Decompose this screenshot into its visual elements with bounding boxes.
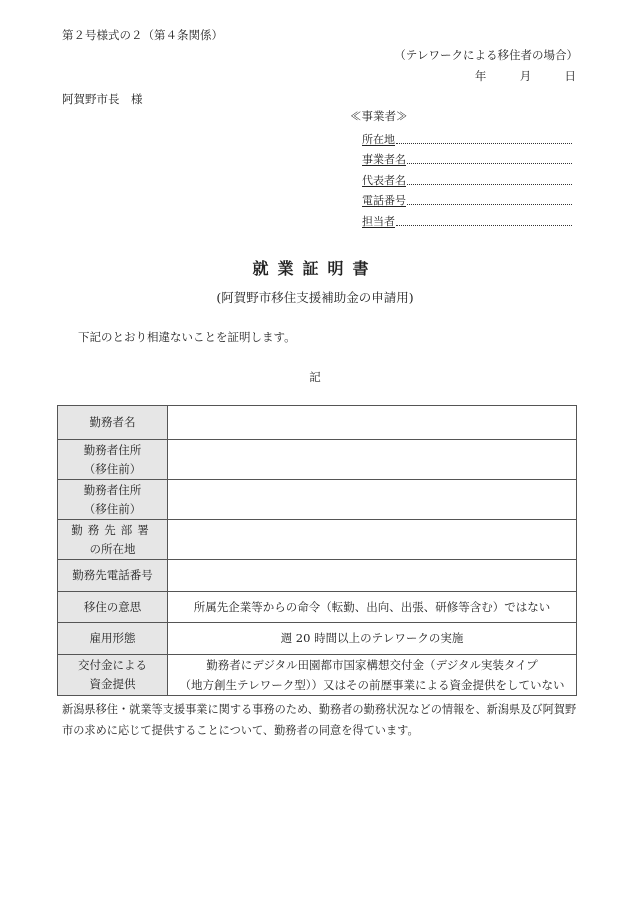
form-number: 第２号様式の２（第４条関係） — [62, 28, 223, 42]
table-row — [58, 440, 577, 480]
row-label: 勤務先電話番号 — [58, 560, 168, 592]
table-row — [58, 655, 577, 696]
consent-note: 新潟県移住・就業等支援事業に関する事務のため、勤務者の勤務状況などの情報を、新潟県及び阿賀野市の求めに応じて提供することについて、勤務者の同意を得ています。 — [62, 703, 577, 737]
worker-address-cell[interactable] — [168, 440, 577, 480]
worker-name-cell[interactable] — [168, 406, 577, 440]
grant-funding-cell: 勤務者にデジタル田園都市国家構想交付金（デジタル実装タイプ （地方創生テレワーク型））又はその前歴事業による資金提供をしていない — [168, 655, 577, 696]
business-field-label: 所在地 — [362, 132, 395, 146]
addressee: 阿賀野市長 様 — [62, 92, 143, 106]
relocation-intent-cell: 所属先企業等からの命令（転勤、出向、出張、研修等含む）ではない — [168, 592, 577, 623]
table-row — [58, 623, 577, 655]
table-row — [58, 520, 577, 560]
business-heading: ≪事業者≫ — [350, 109, 408, 123]
department-phone-cell[interactable] — [168, 560, 577, 592]
department-location-cell[interactable] — [168, 520, 577, 560]
table-row — [58, 480, 577, 520]
business-field-label: 代表者名 — [362, 173, 406, 187]
row-label: 勤務者住所 （移住前） — [58, 440, 168, 480]
row-label: 勤務者名 — [58, 406, 168, 440]
date-month: 月 — [519, 69, 532, 83]
date-year: 年 — [474, 69, 487, 83]
case-note: （テレワークによる移住者の場合） — [394, 48, 578, 62]
document-title: 就業証明書 — [252, 259, 378, 278]
date-day: 日 — [564, 69, 576, 83]
business-field-label: 電話番号 — [362, 194, 406, 207]
row-label: 勤務者住所 （移住前） — [58, 480, 168, 520]
business-field-phone[interactable] — [362, 188, 572, 209]
business-field-label: 事業者名 — [362, 153, 406, 166]
table-row — [58, 592, 577, 623]
business-field-contact[interactable] — [362, 208, 572, 229]
business-field-address[interactable] — [362, 126, 572, 147]
worker-address-cell-2[interactable] — [168, 480, 577, 520]
ki-heading: 記 — [309, 370, 321, 384]
business-fields — [362, 126, 572, 229]
table-row — [58, 560, 577, 592]
business-field-representative[interactable] — [362, 167, 572, 188]
business-field-name[interactable] — [362, 147, 572, 168]
table-row — [58, 406, 577, 440]
row-label: 交付金による 資金提供 — [58, 655, 168, 696]
certify-text: 下記のとおり相違ないことを証明します。 — [78, 330, 296, 344]
row-label: 雇用形態 — [58, 623, 168, 655]
employment-type-cell: 週 20 時間以上のテレワークの実施 — [168, 623, 577, 655]
row-label: 勤務先部署 の所在地 — [58, 520, 168, 560]
row-label: 移住の意思 — [58, 592, 168, 623]
business-field-label: 担当者 — [362, 214, 395, 228]
employment-table — [57, 405, 577, 696]
date-line — [475, 68, 576, 84]
document-subtitle: (阿賀野市移住支援補助金の申請用) — [216, 290, 414, 305]
